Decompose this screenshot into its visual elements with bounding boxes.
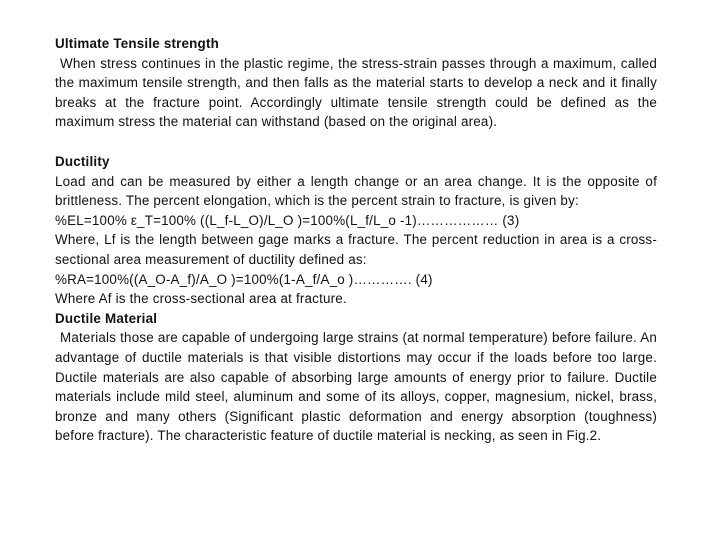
section-heading: Ductile Material [55, 310, 158, 326]
paragraph: Where, Lf is the length between gage marks a fracture. The percent reduction in area is a cross-sectional area measurement of ductility defined as: [55, 232, 657, 267]
equation-elongation: %EL=100% ε_T=100% ((L_f-L_O)/L_O )=100%(L_f/L_o -1)……………… (3) [55, 212, 520, 228]
section-ultimate-tensile-strength [55, 34, 657, 132]
equation-reduction-area: %RA=100%((A_O-A_f)/A_O )=100%(1-A_f/A_o )…………. (4) [55, 271, 433, 287]
document-page [55, 34, 657, 446]
section-ductile-material [55, 309, 657, 446]
paragraph: Load and can be measured by either a length change or an area change. It is the opposite of brittleness. The percent elongation, which is the percent strain to fracture, is given by: [55, 173, 657, 209]
paragraph: Where Af is the cross-sectional area at fracture. [55, 291, 347, 307]
paragraph: Materials those are capable of undergoing large strains (at normal temperature) before failure. An advantage of ductile materials is that visible distortions may occur if the loads before too large. Ductile materials are also capable of absorbing large amounts of energy prior to failure. Ductile materials include mild steel, aluminum and some of its alloys, copper, magnesium, nickel, brass, bronze and many others (Significant plastic deformation and energy absorption (toughness) before fracture). The characteristic feature of ductile material is necking, as seen in Fig.2. [55, 330, 657, 444]
section-spacer [55, 132, 657, 152]
section-ductility [55, 152, 657, 309]
section-heading: Ductility [55, 153, 110, 169]
paragraph: When stress continues in the plastic regime, the stress-strain passes through a maximum, called the maximum tensile strength, and then falls as the material starts to develop a neck and it finally breaks at the fracture point. Accordingly ultimate tensile strength could be defined as the maximum stress the material can withstand (based on the original area). [55, 55, 657, 130]
section-heading: Ultimate Tensile strength [55, 36, 219, 51]
